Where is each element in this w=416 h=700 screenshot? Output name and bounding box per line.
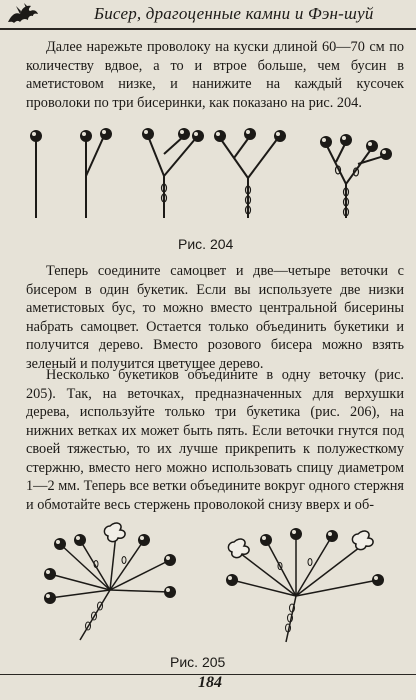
running-header: [0, 0, 416, 30]
page-number: 184: [198, 674, 222, 691]
paragraph-1: Далее нарежьте проволоку на куски длиной 60—70 см по количеству вдвое, а то и втрое больше, чем бусин в аметистовом низке, и нанижите на каждый кусочек проволоки по три бисеринки, как показано на рис. 204.: [26, 39, 404, 111]
figure-204-caption: Рис. 204: [178, 236, 234, 252]
paragraph-3: Несколько букетиков объедините в одну веточку (рис. 205). Так, на веточках, предназначенных для верхушки дерева, используйте только три букетика (рис. 206), на нижних ветках их может быть пять. Если веточки гнутся под своей тяжестью, то их лучше прикрепить к полужесткому стержню, вместо него можно использовать спицу диаметром 1—2 мм. Теперь все ветки объедините вокруг одного стержня и обмотайте весь стержень проволокой снизу вверх и об-: [26, 367, 404, 513]
figure-205-caption: Рис. 205: [170, 654, 226, 670]
dragon-icon: [6, 2, 40, 26]
figure-204-illustration: [24, 126, 404, 222]
figure-205-illustration: [20, 520, 406, 644]
paragraph-2: Теперь соедините самоцвет и две—четыре веточки с бисером в один букетик. Если вы используете две низки аметистовых бус, то можно вместо центральной бисерины набрать самоцвет. Остается только объединить букетики и получится дерево. Вместо розового бисера можно взять зеленый и получится цветущее дерево.: [26, 263, 404, 372]
running-header-title: Бисер, драгоценные камни и Фэн-шуй: [94, 4, 374, 23]
